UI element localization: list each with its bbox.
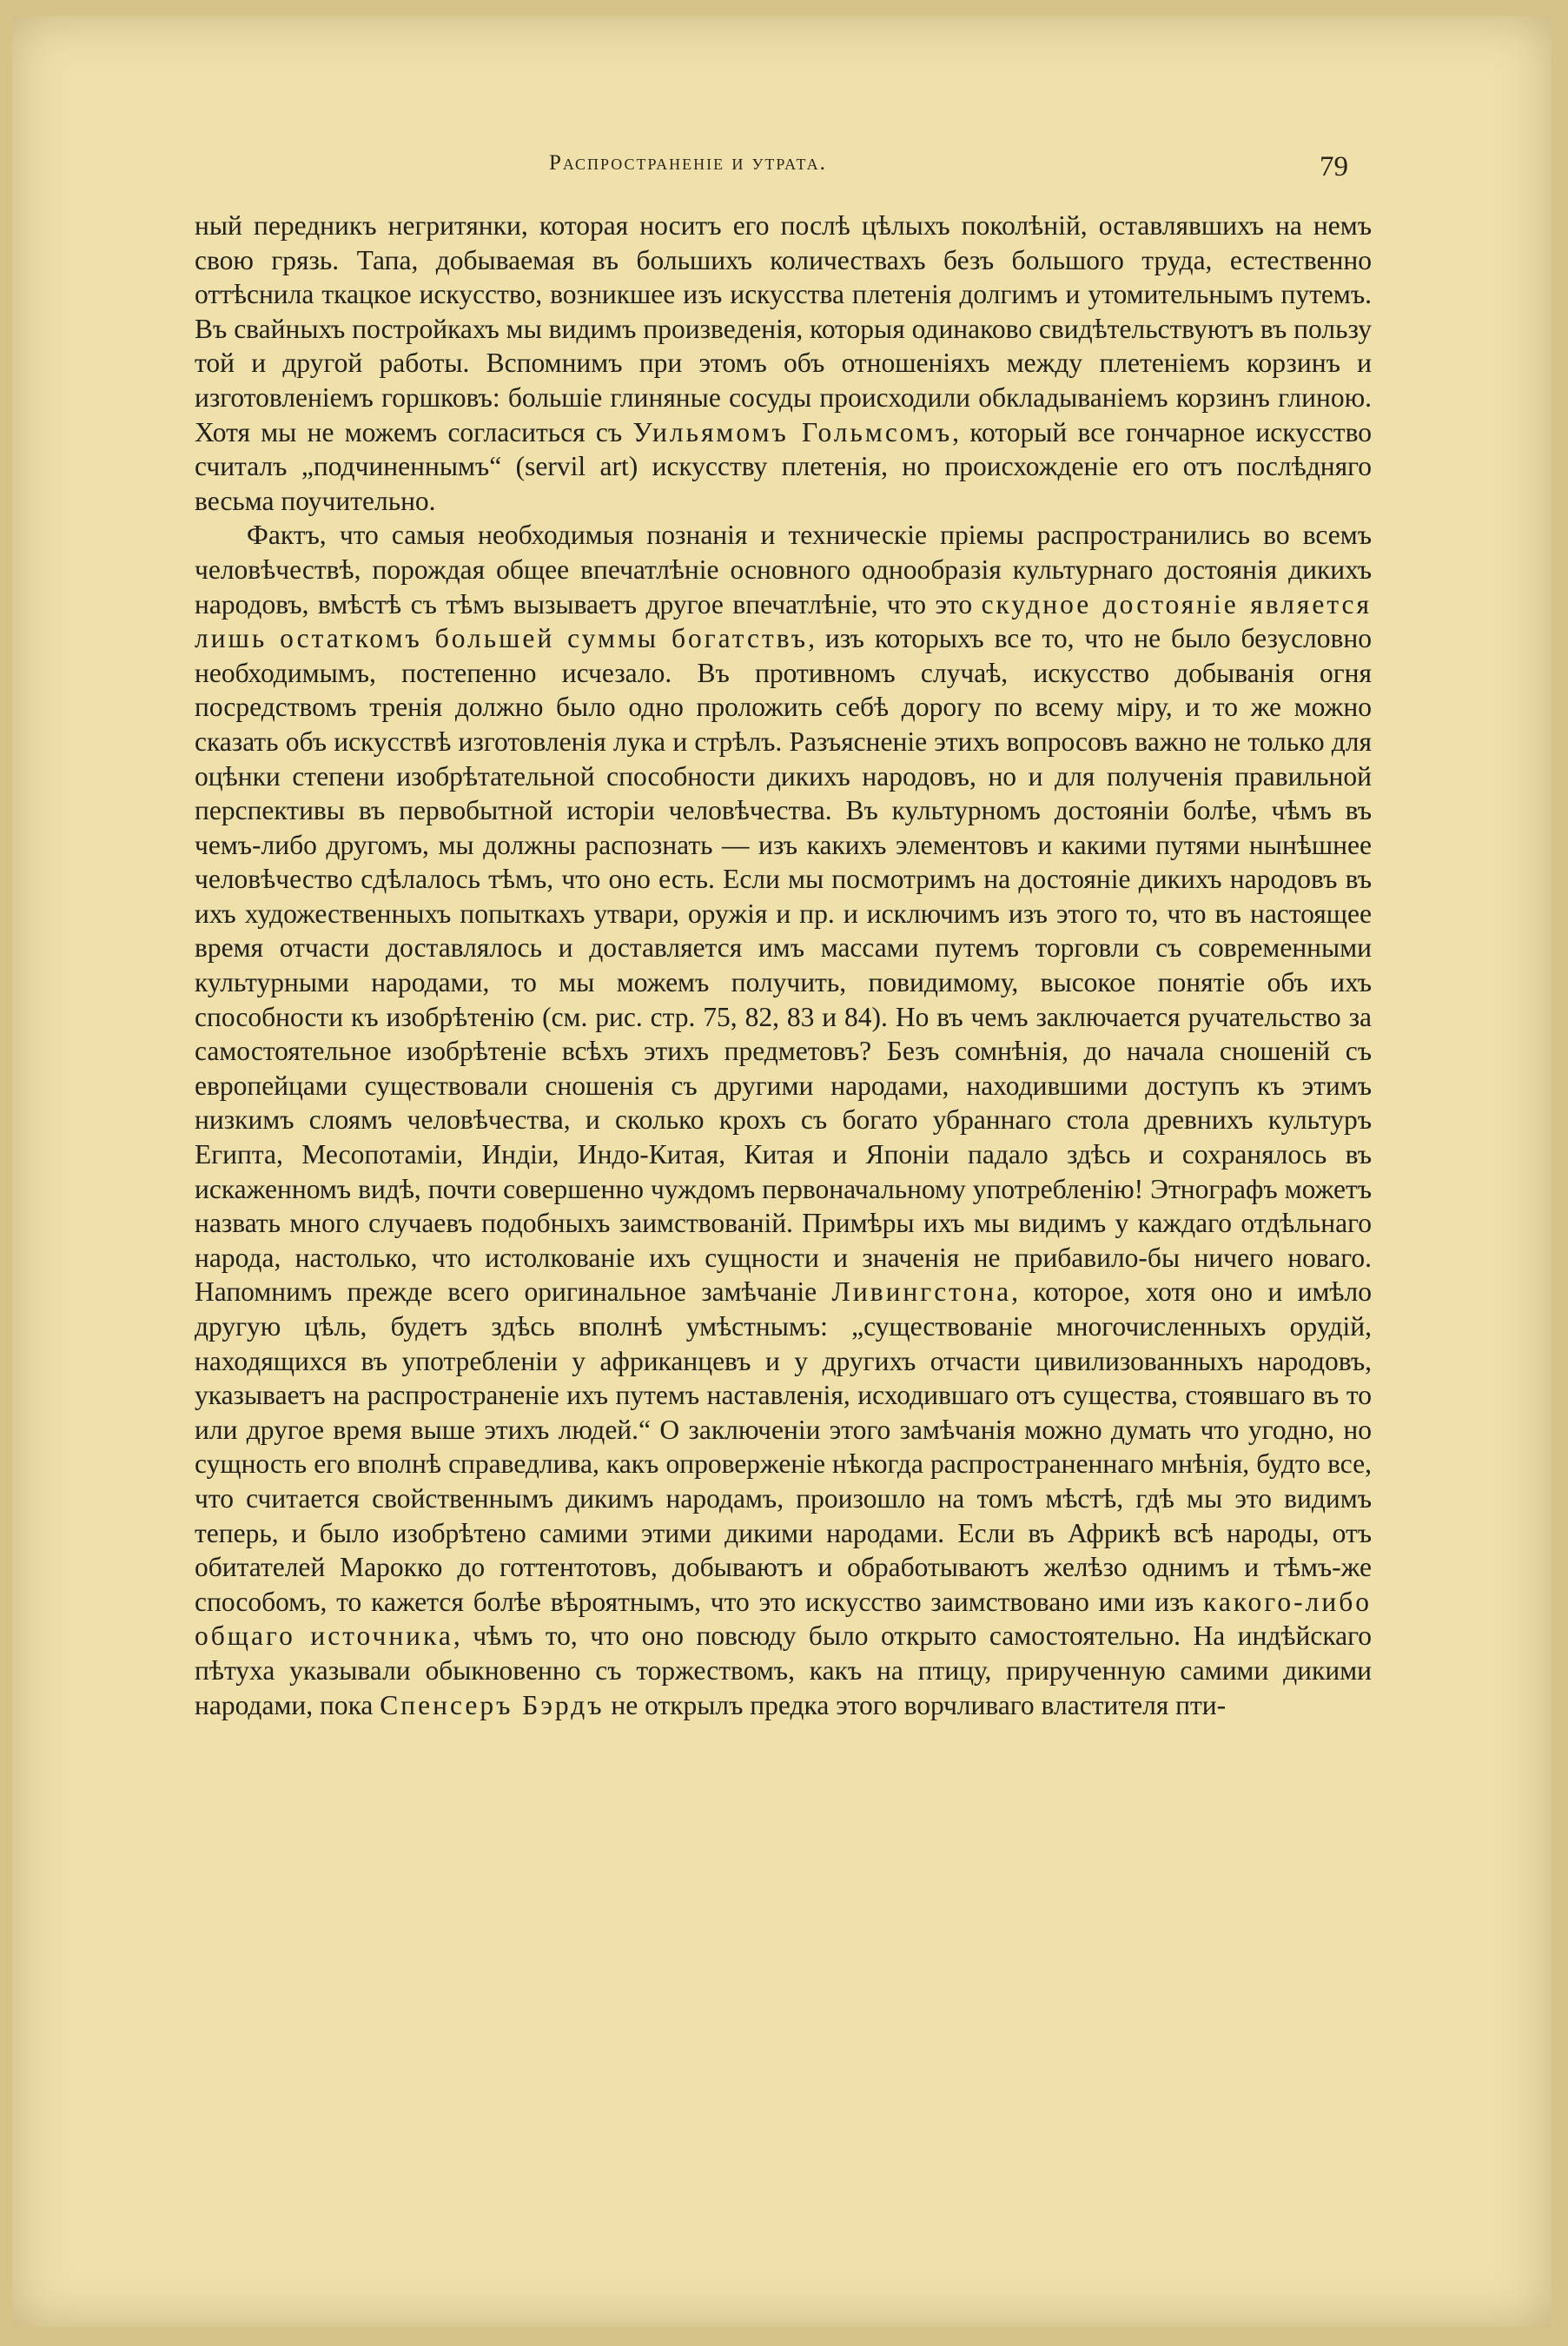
running-title: Распространеніе и утрата. [549,151,827,175]
book-page [12,16,1551,2327]
paragraph-continued [195,209,1372,518]
paragraph-text: , который все гончарное искусство считалъ „подчиненнымъ“ (servil art) искусству плетенія, но происхожденіе его отъ послѣдняго весьма поучительно. [195,416,1372,516]
paragraph-text: Фактъ, что самыя необходимыя познанія и техническіе пріемы распространились во всемъ человѣчествѣ, порождая общее впечатлѣніе основного однообразія культурнаго достоянія дикихъ народовъ, вмѣстѣ съ тѣмъ вызываетъ другое впечатлѣніе, что это [195,520,1372,620]
main-text [195,209,1372,1722]
paragraph-text: ный передникъ негритянки, которая носитъ его послѣ цѣлыхъ поколѣній, оставлявшихъ на немъ свою грязь. Тапа, добываемая въ большихъ количествахъ безъ большого труда, естественно оттѣснила ткацкое искусство, возникшее изъ искусства плетенія долгимъ и утомительнымъ путемъ. Въ свайныхъ постройкахъ мы видимъ произведенія, которыя одинаково свидѣтельствуютъ въ пользу той и другой работы. Вспомнимъ при этомъ объ отношеніяхъ между плетеніемъ корзинъ и изготовленіемъ горшковъ: большіе глиняные сосуды происходили обкладываніемъ корзинъ глиною. Хотя мы не можемъ согласиться съ [195,210,1372,447]
paragraph-text: , изъ которыхъ все то, что не было безусловно необходимымъ, постепенно исчезало. Въ противномъ случаѣ, искусство добыванія огня посредствомъ тренія должно было одно проложить себѣ дорогу по всему міру, и то же можно сказать объ искусствѣ изготовленія лука и стрѣлъ. Разъясненіе этихъ вопросовъ важно не только для оцѣнки степени изобрѣтательной способности дикихъ народовъ, но и для полученія правильной перспективы въ первобытной исторіи человѣчества. Въ культурномъ достояніи болѣе, чѣмъ въ чемъ-либо другомъ, мы должны распознать — изъ какихъ элементовъ и какими путями нынѣшнее человѣчество сдѣлалось тѣмъ, что оно есть. Если мы посмотримъ на достояніе дикихъ народовъ въ ихъ художественныхъ попыткахъ утвари, оружія и пр. и исключимъ изъ этого то, что въ настоящее время отчасти доставлялось и доставляется имъ массами путемъ торговли съ современными культурными народами, то мы можемъ получить, повидимому, высокое понятіе объ ихъ способности къ изобрѣтенію (см. рис. стр. 75, 82, 83 и 84). Но въ чемъ заключается ручательство за самостоятельное изобрѣтеніе всѣхъ этихъ предметовъ? Безъ сомнѣнія, до начала сношеній съ европейцами существовали сношенія съ другими народами, находившими доступъ къ этимъ низкимъ слоямъ человѣчества, и сколько крохъ съ богато убраннаго стола древнихъ культуръ Египта, Месопотаміи, Индіи, Индо-Китая, Китая и Японіи падало здѣсь и сохранялось въ искаженномъ видѣ, почти совершенно чуждомъ первоначальному употребленію! Этнографъ можетъ назвать много случаевъ подобныхъ заимствованій. Примѣры ихъ мы видимъ у каждаго отдѣльнаго народа, настолько, что истолкованіе ихъ сущности и значенія не прибавило-бы ничего новаго. Напомнимъ прежде всего оригинальное замѣчаніе [195,623,1373,1308]
paragraph-text: , чѣмъ то, что оно повсюду было открыто самостоятельно. На индѣйскаго пѣтуха указывали обыкновенно съ торжествомъ, какъ на птицу, прирученную самими дикими народами, пока [195,1620,1373,1720]
spaced-name: Уильямомъ Гольмсомъ [632,416,953,447]
page-number: 79 [1320,151,1348,182]
paragraph-text: , которое, хотя оно и имѣло другую цѣль, будетъ здѣсь вполнѣ умѣстнымъ: „существованіе многочисленныхъ орудій, находящихся въ употребленіи у африканцевъ и у другихъ отчасти цивилизованныхъ народовъ, указываетъ на распространеніе ихъ путемъ наставленія, исходившаго отъ существа, стоявшаго въ то или другое время выше этихъ людей.“ О заключеніи этого замѣчанія можно думать что угодно, но сущность его вполнѣ справедлива, какъ опроверженіе нѣкогда распространеннаго мнѣнія, будто все, что считается свойственнымъ дикимъ народамъ, произошло на томъ мѣстѣ, гдѣ мы это видимъ теперь, и было изобрѣтено самими этими дикими народами. Если въ Африкѣ всѣ народы, отъ обитателей Марокко до готтентотовъ, добываютъ и обработываютъ желѣзо однимъ и тѣмъ-же способомъ, то кажется болѣе вѣроятнымъ, что это искусство заимствовано ими изъ [195,1276,1372,1617]
spaced-phrase: какого-либо общаго источника [195,1586,1372,1652]
spaced-phrase: скудное достояніе является лишь остаткомъ большей суммы богатствъ [195,588,1373,654]
running-header [12,151,1551,186]
paragraph-text: не открылъ предка этого ворчливаго властителя пти- [604,1689,1227,1720]
spaced-name: Спенсеръ Бэрдъ [380,1689,605,1720]
spaced-name: Ливингстона [831,1276,1012,1308]
paragraph [195,518,1372,1722]
